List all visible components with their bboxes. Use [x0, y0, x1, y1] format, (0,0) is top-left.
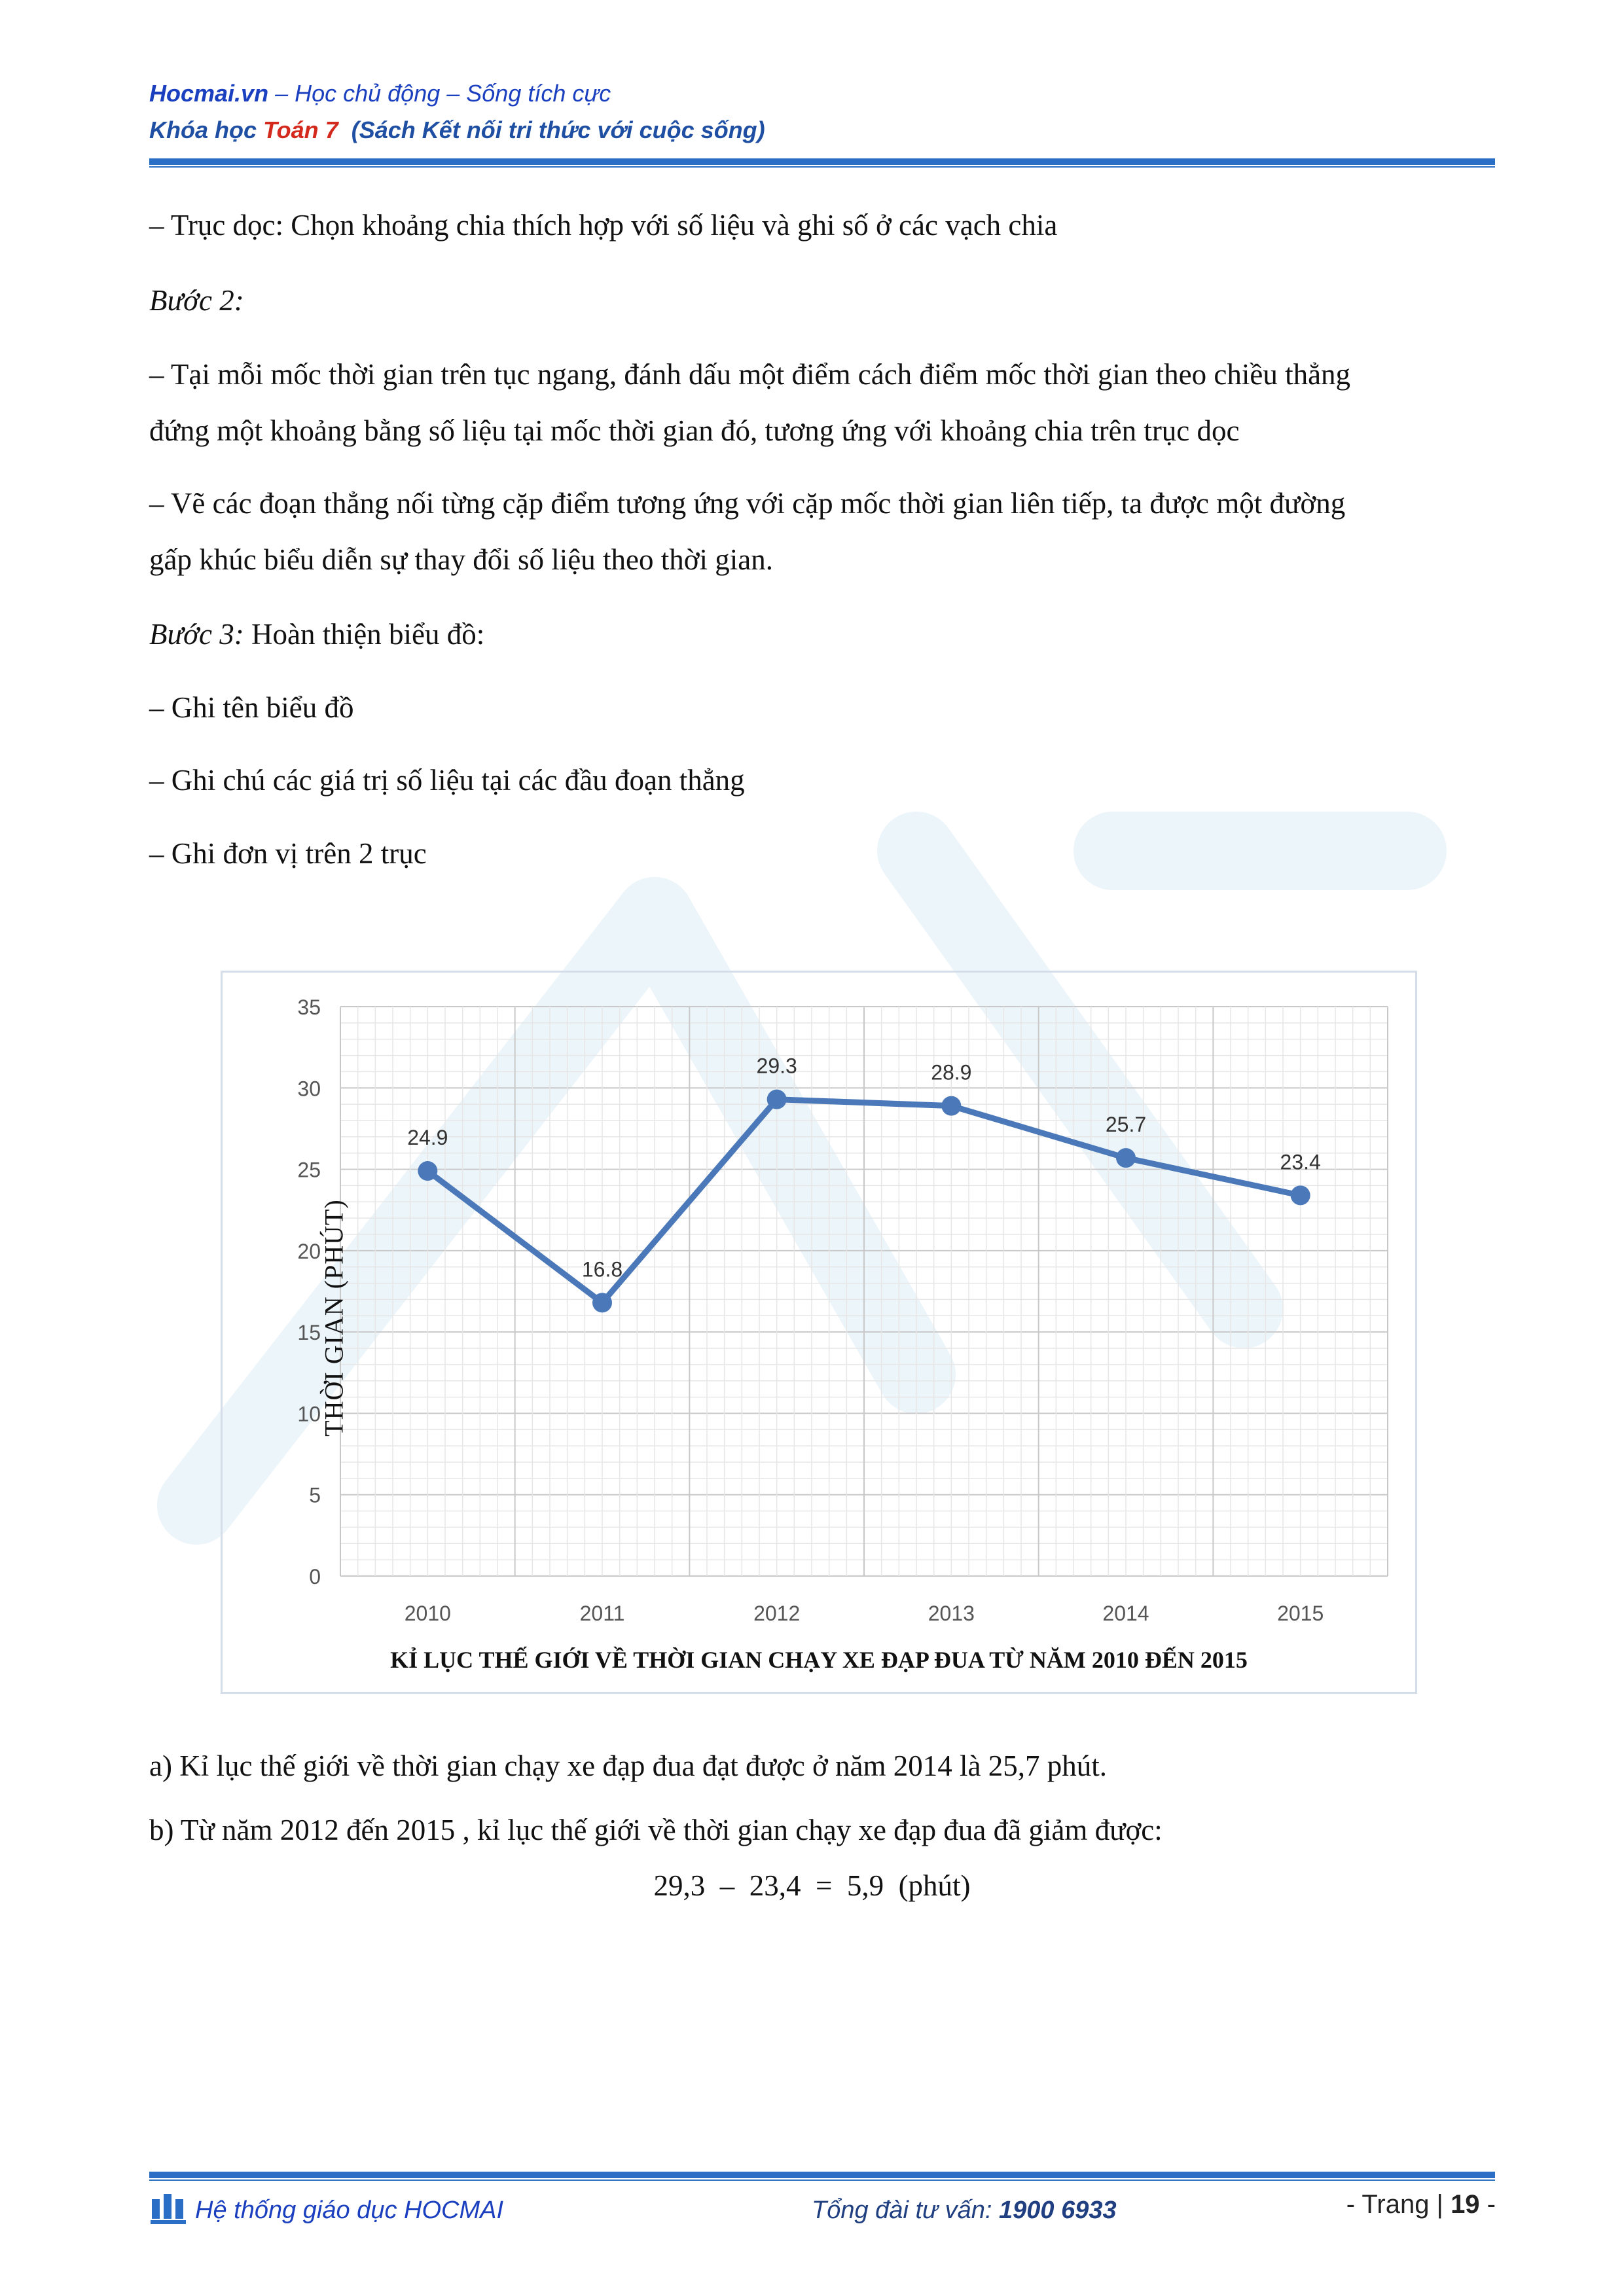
y-tick-label: 35: [297, 996, 321, 1019]
body-line-5: – Vẽ các đoạn thẳng nối từng cặp điểm tương ứng với cặp mốc thời gian liên tiếp, ta được một đường: [149, 487, 1346, 520]
data-point: [1116, 1148, 1136, 1168]
header-subject: Toán 7: [263, 117, 338, 143]
y-tick-label: 25: [297, 1158, 321, 1182]
footer-hotline-number[interactable]: 1900 6933: [999, 2197, 1117, 2224]
footer-system: [195, 2197, 503, 2225]
header-course: [149, 117, 765, 144]
y-tick-label: 0: [309, 1565, 321, 1588]
data-label: 16.8: [581, 1257, 623, 1282]
body-line-6: gấp khúc biểu diễn sự thay đổi số liệu theo thời gian.: [149, 543, 774, 576]
footer-brand[interactable]: HOCMAI: [404, 2197, 504, 2224]
x-tick-label: 2014: [1102, 1602, 1149, 1625]
answer-formula: 29,3 – 23,4 = 5,9 (phút): [653, 1869, 971, 1902]
data-point: [767, 1090, 787, 1109]
data-label: 24.9: [407, 1126, 448, 1150]
y-tick-label: 30: [297, 1077, 321, 1101]
step3-text: Hoàn thiện biểu đồ:: [244, 618, 485, 651]
data-point: [941, 1096, 961, 1116]
footer-hotline: [812, 2197, 1117, 2225]
y-tick-label: 15: [297, 1321, 321, 1345]
body-line-8: – Ghi tên biểu đồ: [149, 691, 354, 724]
page-suffix: -: [1479, 2190, 1496, 2219]
chart-y-axis-title: THỜI GIAN (PHÚT): [319, 1199, 349, 1437]
header-book: (Sách Kết nối tri thức với cuộc sống): [351, 117, 765, 143]
footer-system-prefix: Hệ thống giáo dục: [195, 2197, 405, 2224]
header-course-prefix: Khóa học: [149, 117, 264, 143]
line-chart: [221, 971, 1417, 1694]
data-label: 25.7: [1105, 1113, 1147, 1137]
step3-label: Bước 3:: [149, 618, 244, 651]
hocmai-logo-icon: [149, 2187, 189, 2227]
page-prefix: - Trang |: [1346, 2190, 1451, 2219]
step3-line: [149, 605, 1498, 663]
answer-b: b) Từ năm 2012 đến 2015 , kỉ lục thế giới về thời gian chạy xe đạp đua đã giảm được:: [149, 1814, 1163, 1846]
header-motto: – Học chủ động – Sống tích cực: [268, 80, 611, 107]
data-label: 23.4: [1280, 1150, 1321, 1174]
x-tick-label: 2010: [404, 1602, 451, 1625]
page-number: [1346, 2190, 1496, 2219]
data-point: [592, 1293, 612, 1312]
chart-title: KỈ LỤC THẾ GIỚI VỀ THỜI GIAN CHẠY XE ĐẠP ĐUA TỪ NĂM 2010 ĐẾN 2015: [390, 1647, 1248, 1673]
y-tick-label: 20: [297, 1239, 321, 1263]
header-divider-thin: [149, 166, 1495, 168]
y-tick-label: 5: [309, 1483, 321, 1507]
footer-divider-thin: [149, 2179, 1495, 2181]
body-line-1: – Trục dọc: Chọn khoảng chia thích hợp với số liệu và ghi số ở các vạch chia: [149, 209, 1058, 242]
x-tick-label: 2015: [1277, 1602, 1324, 1625]
header-divider: [149, 158, 1495, 165]
data-point: [418, 1161, 437, 1181]
header-site[interactable]: Hocmai.vn: [149, 80, 269, 107]
data-point: [1291, 1185, 1310, 1205]
footer-hotline-prefix: Tổng đài tư vấn:: [812, 2197, 1000, 2224]
answer-a: a) Kỉ lục thế giới về thời gian chạy xe đạp đua đạt được ở năm 2014 là 25,7 phút.: [149, 1749, 1107, 1782]
footer-divider: [149, 2172, 1495, 2178]
body-line-10: – Ghi đơn vị trên 2 trục: [149, 837, 427, 870]
step2-label-text: Bước 2:: [149, 284, 244, 317]
page-number-value: 19: [1451, 2190, 1480, 2219]
data-label: 29.3: [756, 1054, 797, 1078]
x-tick-label: 2011: [579, 1602, 625, 1625]
x-tick-label: 2013: [928, 1602, 975, 1625]
body-line-4: đứng một khoảng bằng số liệu tại mốc thời gian đó, tương ứng với khoảng chia trên trục dọc: [149, 414, 1240, 447]
step2-label: [149, 272, 1498, 329]
body-line-9: – Ghi chú các giá trị số liệu tại các đầu đoạn thẳng: [149, 764, 745, 797]
data-label: 28.9: [931, 1060, 972, 1085]
header-title: [149, 80, 611, 107]
body-line-3: – Tại mỗi mốc thời gian trên tục ngang, đánh dấu một điểm cách điểm mốc thời gian theo chiều thẳng: [149, 358, 1351, 391]
y-tick-label: 10: [297, 1402, 321, 1426]
x-tick-label: 2012: [753, 1602, 801, 1625]
